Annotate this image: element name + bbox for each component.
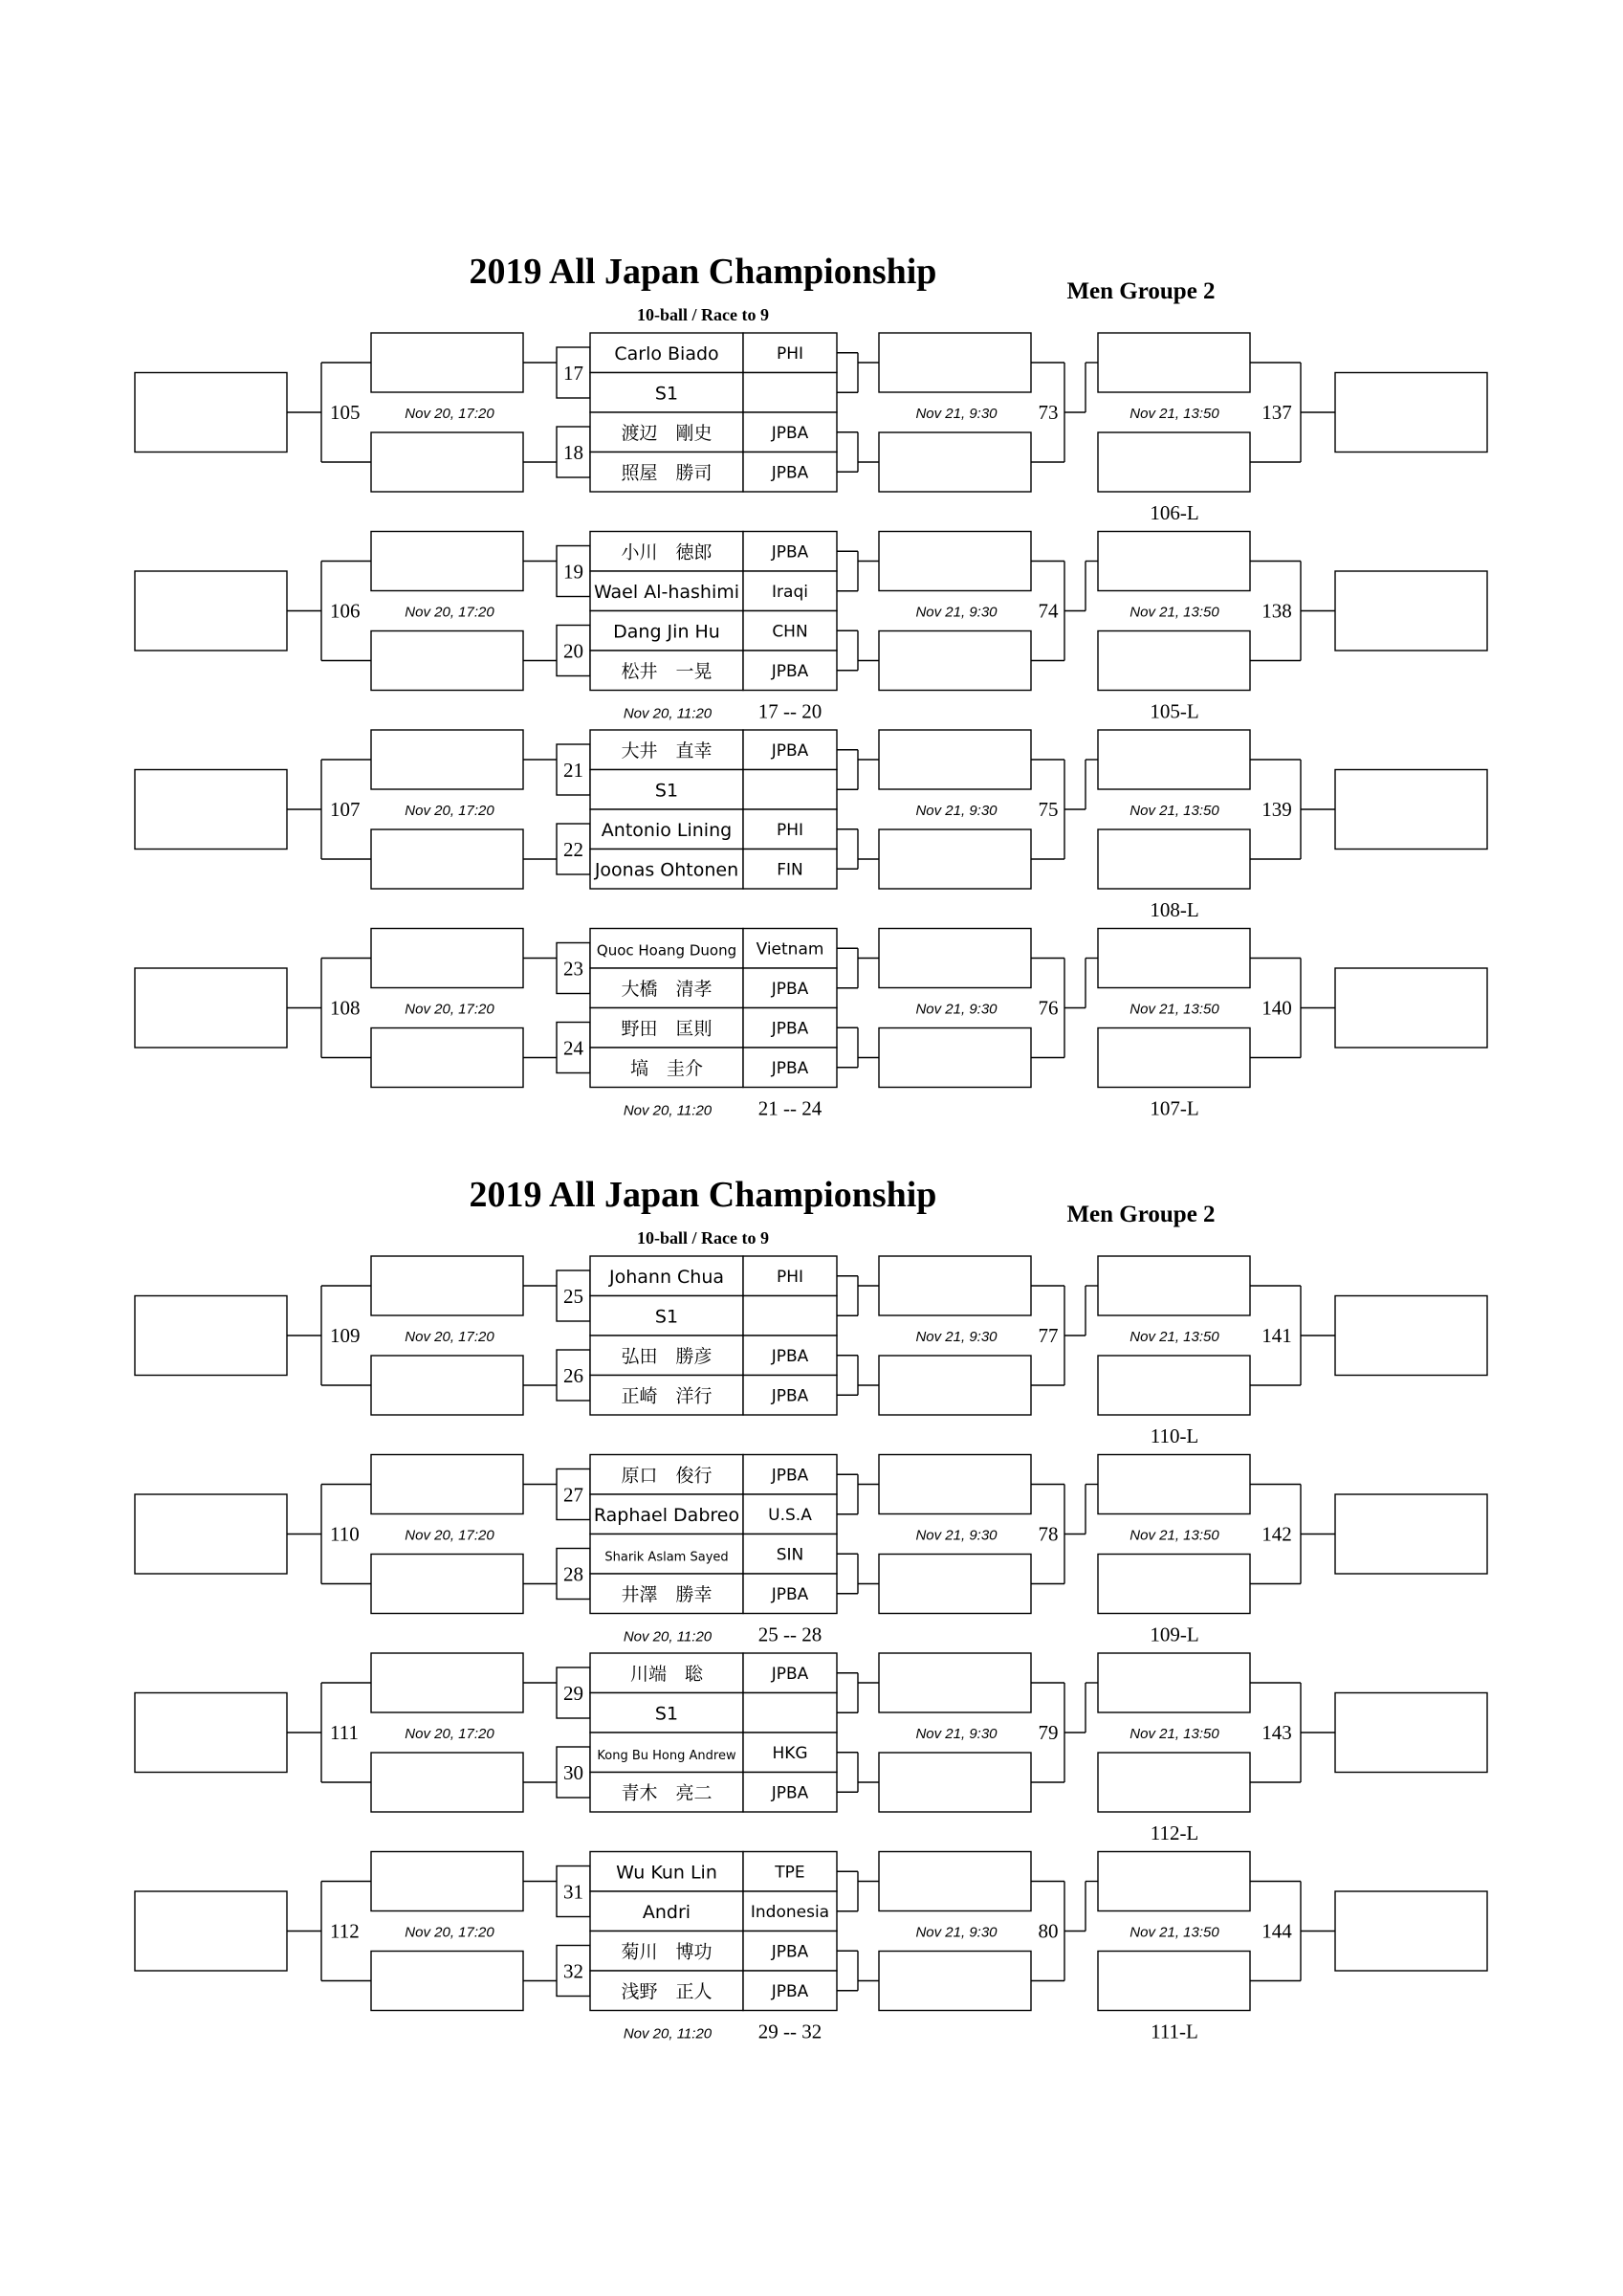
player-row[interactable] — [590, 1932, 837, 1972]
match-number: 73 — [1038, 401, 1059, 424]
match-number: 107 — [330, 798, 361, 821]
round-range: 21 -- 24 — [757, 1096, 822, 1120]
right-result-slot[interactable] — [1335, 1494, 1487, 1574]
player-name: 井澤 勝幸 — [621, 1583, 713, 1605]
player-row[interactable] — [590, 1455, 837, 1495]
player-row[interactable] — [590, 412, 837, 453]
match-time: Nov 21, 13:50 — [1130, 1527, 1219, 1544]
bracket-section — [135, 252, 1487, 1120]
loser-source-label: 109-L — [1150, 1623, 1199, 1646]
player-row[interactable] — [590, 809, 837, 850]
player-name: 松井 一晃 — [621, 660, 713, 682]
left-round-slot[interactable] — [371, 829, 523, 889]
player-country-cell — [743, 373, 837, 413]
right-round-slot[interactable] — [1098, 1952, 1250, 2011]
player-country: FIN — [777, 860, 803, 880]
right-round-slot[interactable] — [879, 631, 1031, 691]
player-country: JPBA — [771, 661, 809, 681]
match-number: 142 — [1261, 1522, 1292, 1546]
match-number: 137 — [1261, 401, 1292, 424]
player-name: Carlo Biado — [614, 342, 719, 364]
match-time: Nov 21, 9:30 — [915, 1726, 998, 1742]
player-row[interactable] — [590, 1494, 837, 1534]
right-round-slot[interactable] — [879, 1653, 1031, 1712]
round-time: Nov 20, 11:20 — [623, 1102, 713, 1119]
bracket-block — [135, 532, 1487, 723]
left-round-slot[interactable] — [371, 1028, 523, 1088]
bracket-block — [135, 929, 1487, 1120]
right-round-slot[interactable] — [879, 1356, 1031, 1415]
match-time: Nov 21, 13:50 — [1130, 1726, 1219, 1742]
right-round-slot[interactable] — [879, 730, 1031, 789]
match-number: 79 — [1038, 1721, 1059, 1744]
left-round-slot[interactable] — [371, 333, 523, 392]
match-number: 31 — [563, 1880, 583, 1904]
right-round-slot[interactable] — [879, 333, 1031, 392]
race-format: 10-ball / Race to 9 — [637, 1228, 769, 1247]
page-title: 2019 All Japan Championship — [469, 1175, 937, 1215]
right-round-slot[interactable] — [879, 532, 1031, 591]
match-time: Nov 21, 9:30 — [915, 1924, 998, 1941]
match-number: 75 — [1038, 798, 1059, 821]
right-result-slot[interactable] — [1335, 1891, 1487, 1971]
right-round-slot[interactable] — [879, 1952, 1031, 2011]
player-row[interactable] — [590, 1376, 837, 1416]
left-round-slot[interactable] — [371, 1952, 523, 2011]
right-round-slot[interactable] — [879, 1028, 1031, 1088]
left-round-slot[interactable] — [371, 1753, 523, 1812]
right-round-slot[interactable] — [1098, 929, 1250, 988]
player-name: S1 — [654, 1306, 679, 1328]
right-round-slot[interactable] — [1098, 1455, 1250, 1514]
left-result-slot[interactable] — [135, 1494, 287, 1574]
player-country: JPBA — [771, 1466, 809, 1486]
player-country: JPBA — [771, 740, 809, 761]
player-row[interactable] — [590, 1733, 837, 1773]
left-result-slot[interactable] — [135, 770, 287, 850]
left-result-slot[interactable] — [135, 373, 287, 453]
match-time: Nov 21, 9:30 — [915, 406, 998, 422]
right-round-slot[interactable] — [1098, 1852, 1250, 1911]
match-number: 74 — [1038, 599, 1059, 623]
right-round-slot[interactable] — [1098, 1753, 1250, 1812]
player-country: Indonesia — [750, 1902, 830, 1922]
match-number: 144 — [1261, 1919, 1292, 1943]
left-result-slot[interactable] — [135, 1296, 287, 1376]
match-number: 30 — [563, 1761, 583, 1784]
match-time: Nov 21, 9:30 — [915, 803, 998, 819]
player-row[interactable] — [590, 1048, 837, 1088]
match-number: 23 — [563, 957, 583, 981]
player-country-cell — [743, 1693, 837, 1733]
right-result-slot[interactable] — [1335, 770, 1487, 850]
match-number: 110 — [330, 1522, 360, 1546]
group-label: Men Groupe 2 — [1066, 278, 1216, 304]
bracket-block — [135, 333, 1487, 524]
player-row[interactable] — [590, 1971, 837, 2011]
player-name: 照屋 勝司 — [621, 462, 713, 484]
right-round-slot[interactable] — [879, 1753, 1031, 1812]
player-country: HKG — [772, 1743, 808, 1763]
loser-source-label: 105-L — [1150, 699, 1199, 723]
player-name: 大井 直幸 — [621, 740, 713, 762]
player-country: Vietnam — [756, 939, 824, 960]
player-name: Wael Al-hashimi — [593, 581, 740, 603]
match-number: 112 — [330, 1919, 360, 1943]
player-row[interactable] — [590, 1336, 837, 1376]
player-country: U.S.A — [768, 1505, 812, 1525]
player-row[interactable] — [590, 730, 837, 770]
player-name: 弘田 勝彦 — [621, 1345, 713, 1367]
match-time: Nov 21, 13:50 — [1130, 803, 1219, 819]
player-name: 大橋 清孝 — [621, 978, 713, 1000]
match-number: 80 — [1038, 1919, 1059, 1943]
player-row[interactable] — [590, 770, 837, 810]
match-number: 138 — [1261, 599, 1292, 623]
match-time: Nov 21, 9:30 — [915, 1001, 998, 1018]
player-country: JPBA — [771, 1664, 809, 1684]
match-number: 139 — [1261, 798, 1292, 821]
player-country: JPBA — [771, 1783, 809, 1803]
player-name: 原口 俊行 — [621, 1465, 713, 1487]
match-time: Nov 21, 13:50 — [1130, 406, 1219, 422]
group-label: Men Groupe 2 — [1066, 1202, 1216, 1227]
player-name: 川端 聡 — [629, 1663, 704, 1685]
player-name: Andri — [642, 1901, 691, 1923]
player-row[interactable] — [590, 611, 837, 651]
bracket-block — [135, 1256, 1487, 1447]
left-round-slot[interactable] — [371, 631, 523, 691]
round-range: 17 -- 20 — [757, 699, 822, 723]
left-round-slot[interactable] — [371, 532, 523, 591]
match-number: 28 — [563, 1562, 583, 1586]
left-result-slot[interactable] — [135, 571, 287, 651]
player-row[interactable] — [590, 532, 837, 572]
left-result-slot[interactable] — [135, 1693, 287, 1773]
match-time: Nov 21, 9:30 — [915, 1329, 998, 1345]
right-result-slot[interactable] — [1335, 571, 1487, 651]
right-round-slot[interactable] — [1098, 333, 1250, 392]
loser-source-label: 108-L — [1150, 898, 1199, 921]
match-number: 78 — [1038, 1522, 1059, 1546]
match-time: Nov 20, 17:20 — [405, 803, 494, 819]
match-time: Nov 21, 13:50 — [1130, 604, 1219, 621]
player-row[interactable] — [590, 651, 837, 691]
right-round-slot[interactable] — [1098, 829, 1250, 889]
round-time: Nov 20, 11:20 — [623, 1628, 713, 1645]
right-result-slot[interactable] — [1335, 373, 1487, 453]
player-country: Iraqi — [772, 582, 808, 602]
player-row[interactable] — [590, 1534, 837, 1575]
left-round-slot[interactable] — [371, 1555, 523, 1614]
bracket-block — [135, 1455, 1487, 1646]
player-row[interactable] — [590, 1773, 837, 1813]
right-round-slot[interactable] — [1098, 432, 1250, 492]
match-time: Nov 20, 17:20 — [405, 1924, 494, 1941]
player-name: Johann Chua — [608, 1266, 725, 1288]
right-result-slot[interactable] — [1335, 1296, 1487, 1376]
match-number: 17 — [563, 362, 583, 385]
player-country: PHI — [776, 1267, 804, 1287]
match-time: Nov 21, 13:50 — [1130, 1329, 1219, 1345]
left-round-slot[interactable] — [371, 1256, 523, 1315]
match-number: 22 — [563, 838, 583, 861]
left-round-slot[interactable] — [371, 1653, 523, 1712]
player-country: CHN — [772, 622, 808, 642]
match-time: Nov 20, 17:20 — [405, 1001, 494, 1018]
player-name: S1 — [654, 780, 679, 802]
match-number: 26 — [563, 1364, 583, 1387]
player-name: 菊川 博功 — [621, 1941, 713, 1963]
player-name: Raphael Dabreo — [593, 1504, 740, 1526]
bracket-block — [135, 730, 1487, 921]
round-time: Nov 20, 11:20 — [623, 705, 713, 722]
player-country: SIN — [776, 1545, 804, 1565]
right-result-slot[interactable] — [1335, 968, 1487, 1048]
round-range: 25 -- 28 — [757, 1623, 822, 1646]
right-result-slot[interactable] — [1335, 1693, 1487, 1773]
right-round-slot[interactable] — [879, 1256, 1031, 1315]
right-round-slot[interactable] — [1098, 1555, 1250, 1614]
match-number: 19 — [563, 560, 583, 584]
loser-source-label: 107-L — [1150, 1096, 1199, 1120]
match-time: Nov 20, 17:20 — [405, 1329, 494, 1345]
right-round-slot[interactable] — [879, 929, 1031, 988]
match-time: Nov 21, 13:50 — [1130, 1924, 1219, 1941]
player-name: S1 — [654, 383, 679, 405]
player-name: 渡辺 剛史 — [621, 422, 713, 444]
left-round-slot[interactable] — [371, 1852, 523, 1911]
player-row[interactable] — [590, 1852, 837, 1892]
right-round-slot[interactable] — [1098, 1356, 1250, 1415]
player-name: 小川 徳郎 — [621, 541, 713, 563]
race-format: 10-ball / Race to 9 — [637, 305, 769, 324]
player-country: JPBA — [771, 423, 809, 443]
right-round-slot[interactable] — [879, 432, 1031, 492]
player-name: Sharik Aslam Sayed — [604, 1550, 729, 1565]
match-number: 20 — [563, 639, 583, 663]
loser-source-label: 106-L — [1150, 501, 1199, 524]
player-country: JPBA — [771, 1942, 809, 1962]
player-name: Joonas Ohtonen — [594, 859, 739, 881]
round-range: 29 -- 32 — [757, 2020, 822, 2043]
player-row[interactable] — [590, 333, 837, 373]
match-time: Nov 21, 9:30 — [915, 1527, 998, 1544]
match-time: Nov 21, 9:30 — [915, 604, 998, 621]
right-round-slot[interactable] — [879, 1455, 1031, 1514]
match-number: 111 — [330, 1721, 359, 1744]
match-number: 27 — [563, 1483, 583, 1507]
match-time: Nov 20, 17:20 — [405, 1726, 494, 1742]
player-name: Wu Kun Lin — [616, 1862, 717, 1884]
player-row[interactable] — [590, 453, 837, 493]
loser-source-label: 111-L — [1151, 2020, 1198, 2043]
right-round-slot[interactable] — [1098, 1256, 1250, 1315]
player-country: JPBA — [771, 542, 809, 563]
match-number: 141 — [1261, 1324, 1292, 1347]
match-time: Nov 20, 17:20 — [405, 604, 494, 621]
player-name: 塙 圭介 — [629, 1057, 704, 1079]
match-number: 106 — [330, 599, 361, 623]
match-number: 29 — [563, 1682, 583, 1705]
player-country: TPE — [775, 1863, 805, 1883]
player-name: S1 — [654, 1703, 679, 1725]
player-row[interactable] — [590, 571, 837, 611]
match-time: Nov 20, 17:20 — [405, 406, 494, 422]
player-name: Dang Jin Hu — [613, 621, 720, 643]
player-country: JPBA — [771, 1019, 809, 1039]
match-number: 24 — [563, 1036, 583, 1060]
player-name: 野田 匡則 — [621, 1018, 713, 1040]
loser-source-label: 110-L — [1150, 1424, 1199, 1447]
left-round-slot[interactable] — [371, 432, 523, 492]
player-row[interactable] — [590, 1574, 837, 1614]
player-name: 浅野 正人 — [621, 1980, 713, 2002]
right-round-slot[interactable] — [1098, 532, 1250, 591]
player-country: JPBA — [771, 1058, 809, 1078]
bracket-block — [135, 1653, 1487, 1844]
loser-source-label: 112-L — [1150, 1821, 1199, 1844]
left-round-slot[interactable] — [371, 730, 523, 789]
match-time: Nov 21, 13:50 — [1130, 1001, 1219, 1018]
bracket-block — [135, 1852, 1487, 2043]
player-row[interactable] — [590, 1891, 837, 1932]
player-country: JPBA — [771, 1346, 809, 1366]
right-round-slot[interactable] — [879, 829, 1031, 889]
player-country: JPBA — [771, 1386, 809, 1406]
player-country: JPBA — [771, 1981, 809, 2001]
player-name: Antonio Lining — [601, 819, 733, 841]
left-round-slot[interactable] — [371, 1356, 523, 1415]
right-round-slot[interactable] — [879, 1555, 1031, 1614]
player-row[interactable] — [590, 968, 837, 1008]
player-country: JPBA — [771, 1584, 809, 1604]
match-number: 108 — [330, 996, 361, 1020]
player-country-cell — [743, 770, 837, 810]
player-row[interactable] — [590, 1653, 837, 1693]
match-number: 140 — [1261, 996, 1292, 1020]
right-round-slot[interactable] — [879, 1852, 1031, 1911]
player-row[interactable] — [590, 1296, 837, 1336]
left-round-slot[interactable] — [371, 1455, 523, 1514]
player-name: Quoc Hoang Duong — [596, 941, 737, 960]
player-row[interactable] — [590, 929, 837, 969]
player-row[interactable] — [590, 1256, 837, 1296]
player-name: 青木 亮二 — [621, 1782, 713, 1804]
bracket-section — [135, 1175, 1487, 2043]
player-row[interactable] — [590, 373, 837, 413]
match-number: 18 — [563, 441, 583, 464]
match-number: 109 — [330, 1324, 361, 1347]
player-row[interactable] — [590, 1008, 837, 1049]
match-number: 105 — [330, 401, 361, 424]
player-country: JPBA — [771, 979, 809, 999]
match-number: 77 — [1038, 1324, 1059, 1347]
player-country: PHI — [776, 343, 804, 364]
right-round-slot[interactable] — [1098, 730, 1250, 789]
match-number: 25 — [563, 1285, 583, 1308]
left-result-slot[interactable] — [135, 968, 287, 1048]
player-country: JPBA — [771, 463, 809, 483]
page-title: 2019 All Japan Championship — [469, 252, 937, 292]
match-number: 21 — [563, 759, 583, 782]
player-row[interactable] — [590, 1693, 837, 1733]
round-time: Nov 20, 11:20 — [623, 2025, 713, 2042]
right-round-slot[interactable] — [1098, 1028, 1250, 1088]
left-result-slot[interactable] — [135, 1891, 287, 1971]
player-country-cell — [743, 1296, 837, 1336]
player-row[interactable] — [590, 850, 837, 890]
match-number: 143 — [1261, 1721, 1292, 1744]
player-name: Kong Bu Hong Andrew — [597, 1748, 736, 1763]
left-round-slot[interactable] — [371, 929, 523, 988]
player-name: 正崎 洋行 — [621, 1385, 713, 1407]
player-country: PHI — [776, 820, 804, 840]
right-round-slot[interactable] — [1098, 1653, 1250, 1712]
match-number: 76 — [1038, 996, 1059, 1020]
match-time: Nov 20, 17:20 — [405, 1527, 494, 1544]
match-number: 32 — [563, 1959, 583, 1983]
right-round-slot[interactable] — [1098, 631, 1250, 691]
